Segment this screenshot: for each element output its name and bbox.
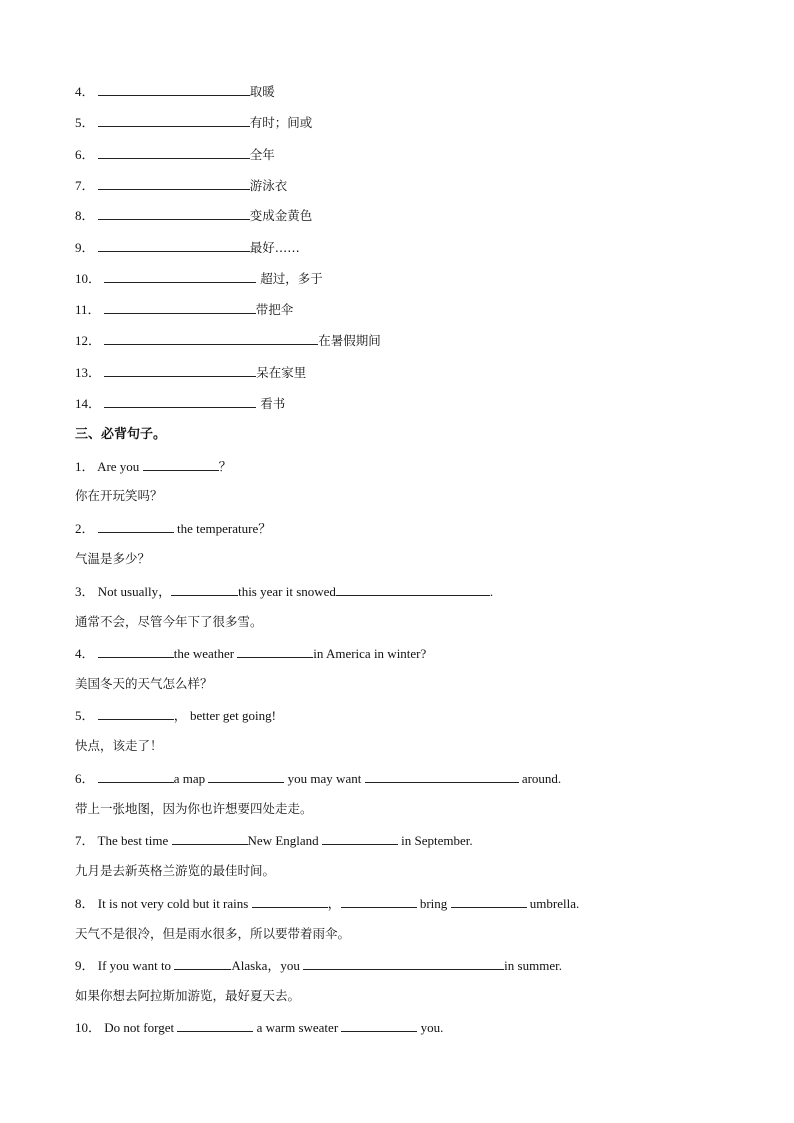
answer-blank[interactable] — [174, 957, 231, 970]
answer-blank[interactable] — [171, 583, 238, 596]
answer-blank[interactable] — [98, 770, 174, 783]
answer-blank[interactable] — [98, 520, 174, 533]
answer-blank[interactable] — [252, 895, 328, 908]
answer-blank[interactable] — [237, 645, 313, 658]
answer-blank[interactable] — [98, 114, 250, 127]
vocab-item-5: 5． 有时；间或 — [75, 115, 313, 130]
answer-blank[interactable] — [104, 301, 256, 314]
answer-blank[interactable] — [172, 832, 248, 845]
vocab-item-12: 12． 在暑假期间 — [75, 333, 381, 348]
sentence-7: 7． The best time New England in September. — [75, 833, 473, 848]
sentence-9-translation: 如果你想去阿拉斯加游览，最好夏天去。 — [75, 988, 301, 1003]
answer-blank[interactable] — [341, 895, 417, 908]
answer-blank[interactable] — [104, 332, 318, 345]
answer-blank[interactable] — [98, 177, 250, 190]
answer-blank[interactable] — [98, 707, 174, 720]
vocab-item-11: 11． 带把伞 — [75, 302, 294, 317]
sentence-6: 6． a map you may want around. — [75, 771, 562, 786]
sentence-3: 3． Not usually， this year it snowed . — [75, 584, 494, 599]
sentence-2-translation: 气温是多少？ — [75, 551, 151, 566]
sentence-3-translation: 通常不会，尽管今年下了很多雪。 — [75, 614, 263, 629]
answer-blank[interactable] — [98, 207, 250, 220]
answer-blank[interactable] — [98, 645, 174, 658]
vocab-item-13: 13． 呆在家里 — [75, 365, 307, 380]
sentence-8-translation: 天气不是很冷，但是雨水很多，所以要带着雨伞。 — [75, 926, 351, 941]
sentence-8: 8． It is not very cold but it rains ， bring umbrella. — [75, 896, 580, 911]
answer-blank[interactable] — [98, 239, 250, 252]
sentence-7-translation: 九月是去新英格兰游览的最佳时间。 — [75, 863, 276, 878]
sentence-10: 10． Do not forget a warm sweater you. — [75, 1020, 444, 1035]
answer-blank[interactable] — [451, 895, 527, 908]
vocab-item-14: 14． 看书 — [75, 396, 286, 411]
vocab-item-8: 8． 变成金黄色 — [75, 208, 313, 223]
sentence-4-translation: 美国冬天的天气怎么样？ — [75, 676, 213, 691]
answer-blank[interactable] — [322, 832, 398, 845]
answer-blank[interactable] — [303, 957, 504, 970]
answer-blank[interactable] — [365, 770, 519, 783]
sentence-5: 5． ， better get going! — [75, 708, 276, 723]
vocab-item-10: 10． 超过，多于 — [75, 271, 323, 286]
vocab-item-7: 7． 游泳衣 — [75, 178, 288, 193]
sentence-4: 4． the weather in America in winter? — [75, 646, 427, 661]
sentence-9: 9． If you want to Alaska，you in summer. — [75, 958, 562, 973]
answer-blank[interactable] — [104, 395, 256, 408]
answer-blank[interactable] — [104, 364, 256, 377]
answer-blank[interactable] — [143, 458, 219, 471]
sentence-1-translation: 你在开玩笑吗？ — [75, 488, 163, 503]
vocab-item-6: 6． 全年 — [75, 147, 275, 162]
sentence-6-translation: 带上一张地图，因为你也许想要四处走走。 — [75, 801, 313, 816]
answer-blank[interactable] — [104, 270, 256, 283]
vocab-item-4: 4． 取暖 — [75, 84, 275, 99]
sentence-2: 2． the temperature？ — [75, 521, 272, 536]
section-heading: 三、必背句子。 — [75, 427, 167, 442]
sentence-5-translation: 快点，该走了！ — [75, 738, 163, 753]
answer-blank[interactable] — [177, 1019, 253, 1032]
vocab-item-9: 9． 最好…… — [75, 240, 300, 255]
answer-blank[interactable] — [98, 146, 250, 159]
answer-blank[interactable] — [336, 583, 490, 596]
answer-blank[interactable] — [208, 770, 284, 783]
answer-blank[interactable] — [341, 1019, 417, 1032]
sentence-1: 1． Are you ？ — [75, 459, 232, 474]
answer-blank[interactable] — [98, 83, 250, 96]
